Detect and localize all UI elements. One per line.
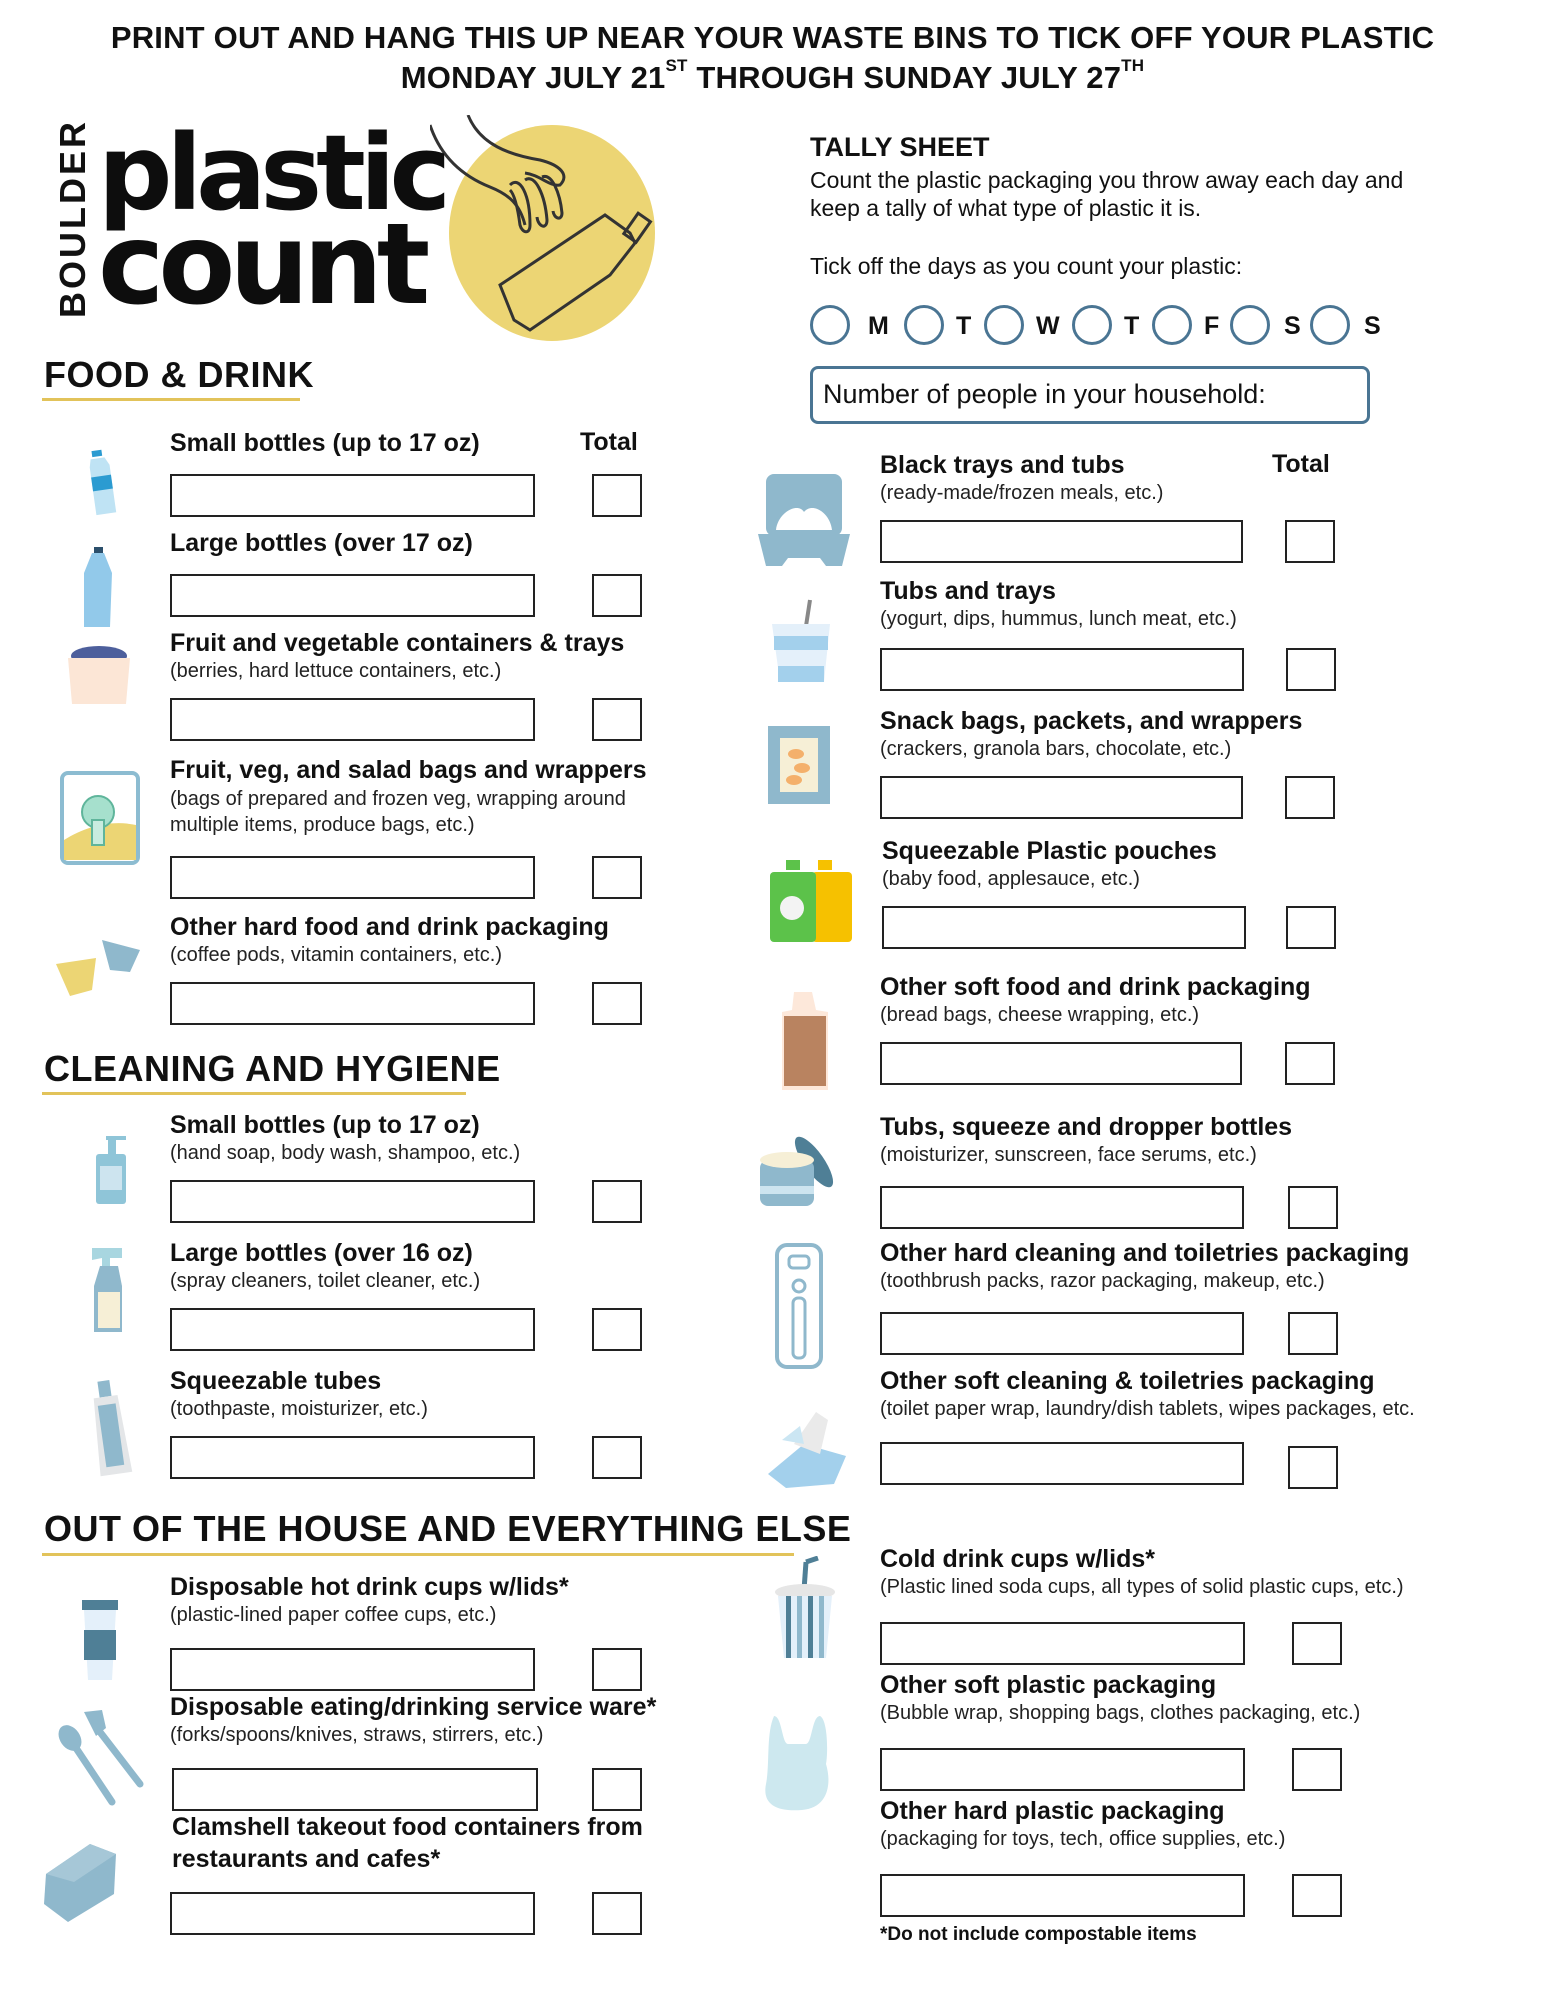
soap-pump-icon — [90, 1136, 135, 1206]
item-description: multiple items, produce bags, etc.) — [170, 814, 475, 836]
day-checkbox-sunday[interactable] — [1310, 305, 1350, 345]
tally-input[interactable] — [170, 1648, 535, 1691]
coffee-pods-icon — [52, 932, 147, 1000]
tally-input[interactable] — [170, 1892, 535, 1935]
total-input[interactable] — [592, 1892, 642, 1935]
item-description: (plastic-lined paper coffee cups, etc.) — [170, 1604, 497, 1626]
day-checkbox-saturday[interactable] — [1230, 305, 1270, 345]
total-input[interactable] — [1285, 520, 1335, 563]
section-title-out-of-house: OUT OF THE HOUSE AND EVERYTHING ELSE — [44, 1508, 852, 1549]
item-description: (crackers, granola bars, chocolate, etc.) — [880, 738, 1232, 760]
date-range-line — [0, 56, 1545, 96]
item-label: Other soft plastic packaging — [880, 1671, 1217, 1699]
day-label: T — [956, 312, 972, 340]
total-input[interactable] — [592, 574, 642, 617]
item-description: (hand soap, body wash, shampoo, etc.) — [170, 1142, 521, 1164]
tally-input[interactable] — [170, 1308, 535, 1351]
item-description: (Bubble wrap, shopping bags, clothes packaging, etc.) — [880, 1702, 1361, 1724]
section-underline — [42, 1092, 466, 1095]
veg-bag-icon — [58, 770, 142, 866]
item-description: (toilet paper wrap, laundry/dish tablets, wipes packages, etc. — [880, 1398, 1415, 1420]
tally-input[interactable] — [880, 1312, 1244, 1355]
large-bottle-icon — [72, 545, 122, 630]
cutlery-icon — [52, 1708, 152, 1808]
water-bottle-icon — [82, 448, 122, 518]
tally-input[interactable] — [880, 1042, 1242, 1085]
tally-description-2: keep a tally of what type of plastic it is. — [810, 195, 1202, 221]
day-checkbox-monday[interactable] — [810, 305, 850, 345]
logo-count-text: count — [98, 200, 425, 330]
day-checkbox-wednesday[interactable] — [984, 305, 1024, 345]
bread-bag-icon — [776, 990, 832, 1094]
item-label: Cold drink cups w/lids* — [880, 1545, 1156, 1573]
total-input[interactable] — [592, 1648, 642, 1691]
plastic-bag-icon — [762, 1714, 832, 1814]
item-label: Other soft food and drink packaging — [880, 973, 1311, 1001]
tally-input[interactable] — [170, 474, 535, 517]
yogurt-icon — [770, 596, 832, 684]
day-checkbox-tuesday[interactable] — [904, 305, 944, 345]
toothpaste-icon — [86, 1378, 141, 1478]
section-title-food-drink: FOOD & DRINK — [44, 354, 314, 395]
item-description: (coffee pods, vitamin containers, etc.) — [170, 944, 503, 966]
tally-input[interactable] — [880, 1442, 1244, 1485]
logo-boulder-text: BOULDER — [52, 119, 93, 318]
total-input[interactable] — [592, 1768, 642, 1811]
total-column-header-left: Total — [580, 428, 638, 456]
tally-input[interactable] — [170, 1436, 535, 1479]
tally-input[interactable] — [880, 520, 1243, 563]
tally-input[interactable] — [170, 982, 535, 1025]
total-input[interactable] — [1292, 1622, 1342, 1665]
snack-bag-icon — [766, 724, 832, 806]
section-title-cleaning-hygiene: CLEANING AND HYGIENE — [44, 1048, 501, 1089]
pouch-icon — [770, 860, 852, 944]
item-description: (toothbrush packs, razor packaging, makeup, etc.) — [880, 1270, 1325, 1292]
item-label-continued: restaurants and cafes* — [172, 1845, 441, 1873]
item-description: (toothpaste, moisturizer, etc.) — [170, 1398, 428, 1420]
day-checkbox-friday[interactable] — [1152, 305, 1192, 345]
total-input[interactable] — [1288, 1312, 1338, 1355]
item-label: Small bottles (up to 17 oz) — [170, 429, 480, 457]
tally-input[interactable] — [880, 1874, 1245, 1917]
item-label: Tubs and trays — [880, 577, 1056, 605]
total-input[interactable] — [1288, 1186, 1338, 1229]
total-input[interactable] — [1285, 1042, 1335, 1085]
spray-bottle-icon — [80, 1246, 140, 1334]
item-description: (ready-made/frozen meals, etc.) — [880, 482, 1164, 504]
item-label: Large bottles (over 17 oz) — [170, 529, 473, 557]
day-label: S — [1364, 312, 1381, 340]
item-label: Tubs, squeeze and dropper bottles — [880, 1113, 1293, 1141]
total-input[interactable] — [592, 1436, 642, 1479]
total-input[interactable] — [1286, 906, 1336, 949]
item-label: Fruit and vegetable containers & trays — [170, 629, 625, 657]
item-description: (baby food, applesauce, etc.) — [882, 868, 1140, 890]
item-description: (berries, hard lettuce containers, etc.) — [170, 660, 502, 682]
coffee-cup-icon — [76, 1600, 126, 1682]
total-input[interactable] — [1286, 648, 1336, 691]
total-input[interactable] — [1285, 776, 1335, 819]
total-input[interactable] — [1292, 1748, 1342, 1791]
item-label: Clamshell takeout food containers from — [172, 1813, 643, 1841]
berry-container-icon — [64, 642, 134, 707]
clamshell-icon — [40, 1838, 120, 1924]
date-end: THROUGH SUNDAY JULY 27 — [687, 60, 1122, 95]
total-input[interactable] — [592, 856, 642, 899]
total-input[interactable] — [592, 1180, 642, 1223]
tally-input[interactable] — [170, 574, 535, 617]
total-input[interactable] — [592, 474, 642, 517]
instruction-line-1: PRINT OUT AND HANG THIS UP NEAR YOUR WASTE BINS TO TICK OFF YOUR PLASTIC — [110, 20, 1435, 55]
day-checkbox-thursday[interactable] — [1072, 305, 1112, 345]
day-label: S — [1284, 312, 1301, 340]
tally-input[interactable] — [170, 698, 535, 741]
logo-circle-hand-bottle-icon — [430, 115, 670, 345]
total-column-header-right: Total — [1272, 450, 1330, 478]
item-label: Large bottles (over 16 oz) — [170, 1239, 473, 1267]
toothbrush-pack-icon — [774, 1242, 824, 1370]
household-size-label: Number of people in your household: — [823, 379, 1266, 409]
total-input[interactable] — [592, 982, 642, 1025]
footnote-compostable: *Do not include compostable items — [880, 1924, 1197, 1945]
total-input[interactable] — [1288, 1446, 1338, 1489]
total-input[interactable] — [592, 1308, 642, 1351]
cream-jar-icon — [756, 1130, 836, 1210]
item-description: (packaging for toys, tech, office supplies, etc.) — [880, 1828, 1286, 1850]
item-label: Small bottles (up to 17 oz) — [170, 1111, 480, 1139]
item-description: (bread bags, cheese wrapping, etc.) — [880, 1004, 1200, 1026]
day-label: W — [1036, 312, 1060, 340]
tally-input[interactable] — [172, 1768, 538, 1811]
item-label: Black trays and tubs — [880, 451, 1125, 479]
tally-input[interactable] — [880, 1186, 1244, 1229]
item-label: Other hard plastic packaging — [880, 1797, 1225, 1825]
tally-input[interactable] — [880, 776, 1243, 819]
tally-description-1: Count the plastic packaging you throw away each day and — [810, 167, 1404, 193]
tally-input[interactable] — [170, 856, 535, 899]
item-label: Disposable hot drink cups w/lids* — [170, 1573, 569, 1601]
item-label: Snack bags, packets, and wrappers — [880, 707, 1303, 735]
item-label: Other hard cleaning and toiletries packaging — [880, 1239, 1410, 1267]
item-description: (forks/spoons/knives, straws, stirrers, etc.) — [170, 1724, 544, 1746]
logo-plastic-text: plastic — [98, 112, 446, 234]
item-label: Squeezable Plastic pouches — [882, 837, 1217, 865]
tally-input[interactable] — [170, 1180, 535, 1223]
day-label: F — [1204, 312, 1220, 340]
item-description: (spray cleaners, toilet cleaner, etc.) — [170, 1270, 481, 1292]
tally-input[interactable] — [880, 1622, 1245, 1665]
total-input[interactable] — [592, 698, 642, 741]
item-description: (yogurt, dips, hummus, lunch meat, etc.) — [880, 608, 1237, 630]
soda-cup-icon — [772, 1556, 838, 1660]
item-label: Other soft cleaning & toiletries packaging — [880, 1367, 1375, 1395]
wipes-icon — [764, 1404, 850, 1490]
tally-input[interactable] — [880, 648, 1244, 691]
section-underline — [42, 398, 300, 401]
total-input[interactable] — [1292, 1874, 1342, 1917]
item-label: Squeezable tubes — [170, 1367, 382, 1395]
day-label: T — [1124, 312, 1140, 340]
item-label: Disposable eating/drinking service ware* — [170, 1693, 657, 1721]
tally-input[interactable] — [882, 906, 1246, 949]
date-start: MONDAY JULY 21 — [400, 60, 666, 95]
tally-title: TALLY SHEET — [810, 132, 990, 162]
tally-tick-prompt: Tick off the days as you count your plastic: — [810, 253, 1243, 279]
item-description: (moisturizer, sunscreen, face serums, etc.) — [880, 1144, 1257, 1166]
household-size-field[interactable] — [810, 366, 1370, 424]
tally-input[interactable] — [880, 1748, 1245, 1791]
day-label: M — [868, 312, 889, 340]
date-end-suffix: TH — [1121, 56, 1145, 75]
date-start-suffix: ST — [665, 56, 688, 75]
item-description: (bags of prepared and frozen veg, wrapping around — [170, 788, 626, 810]
item-label: Fruit, veg, and salad bags and wrappers — [170, 756, 647, 784]
tray-icon — [758, 472, 850, 568]
section-underline — [42, 1553, 794, 1556]
item-label: Other hard food and drink packaging — [170, 913, 609, 941]
item-description: (Plastic lined soda cups, all types of solid plastic cups, etc.) — [880, 1576, 1404, 1598]
